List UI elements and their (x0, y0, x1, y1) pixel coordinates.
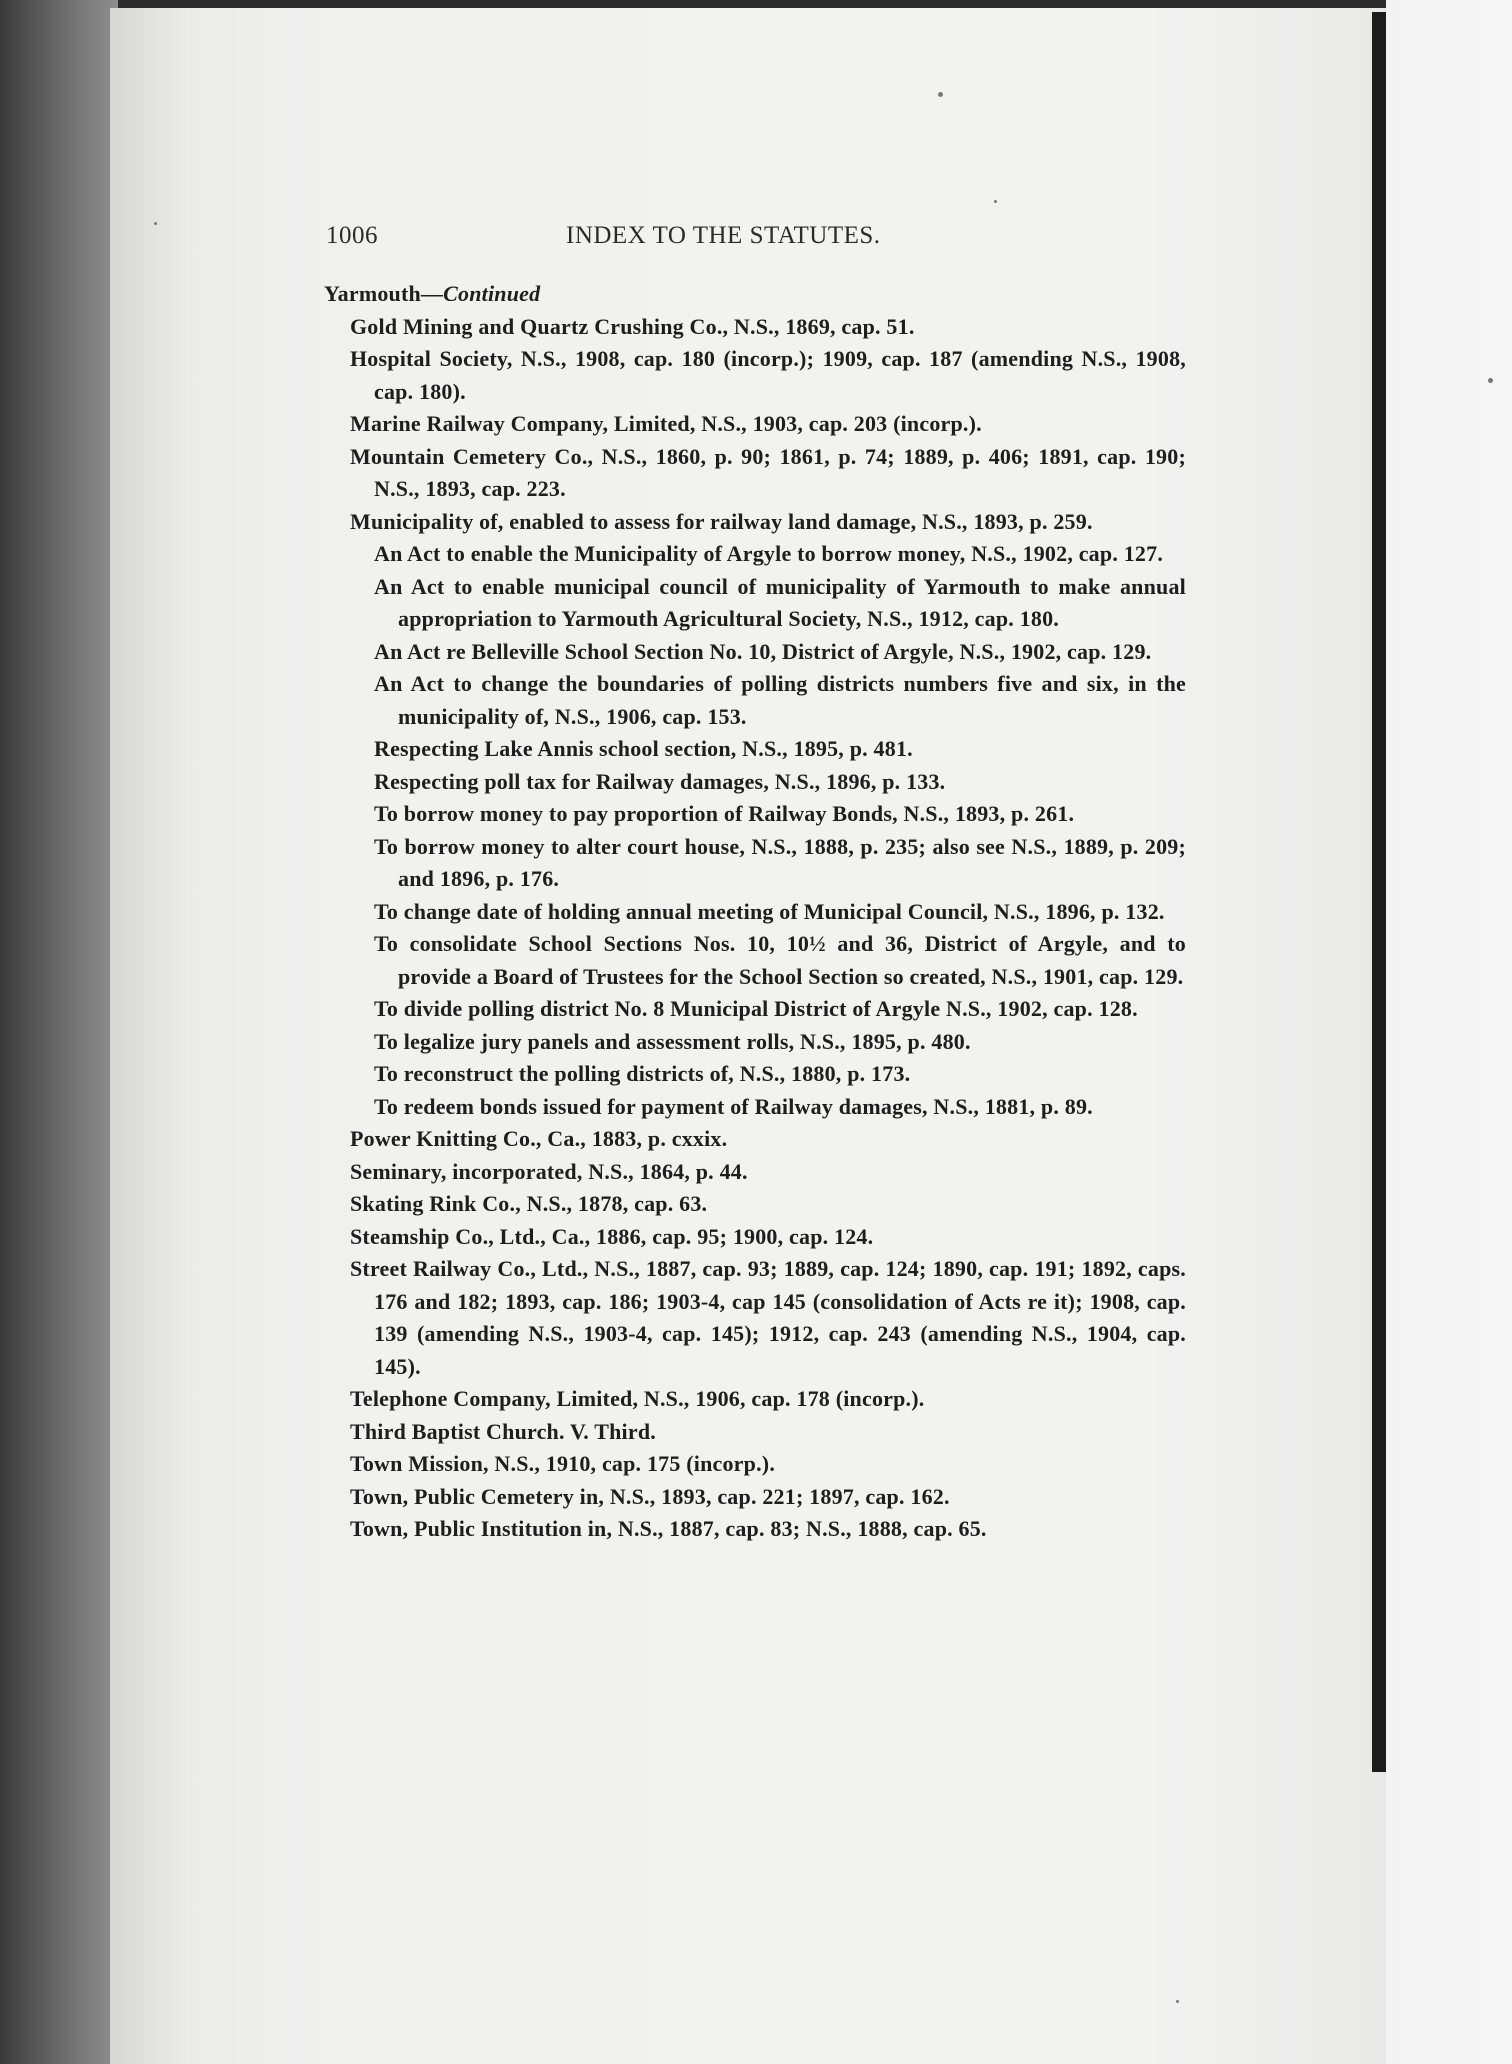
index-entries (324, 278, 1186, 1546)
index-subentry: To consolidate School Sections Nos. 10, 10½ and 36, District of Argyle, and to provide a Board of Trustees for the School Section so created, N.S., 1901, cap. 129. (374, 931, 1186, 989)
index-subentry: To legalize jury panels and assessment rolls, N.S., 1895, p. 480. (374, 1028, 971, 1054)
index-entry: Seminary, incorporated, N.S., 1864, p. 44. (350, 1158, 748, 1184)
index-subentry: To divide polling district No. 8 Municipal District of Argyle N.S., 1902, cap. 128. (374, 996, 1138, 1021)
page-edge-shadow (1372, 12, 1386, 1772)
index-subentry: To change date of holding annual meeting of Municipal Council, N.S., 1896, p. 132. (374, 898, 1165, 924)
index-entry: Town, Public Cemetery in, N.S., 1893, cap. 221; 1897, cap. 162. (350, 1483, 950, 1509)
index-entry: Marine Railway Company, Limited, N.S., 1903, cap. 203 (incorp.). (350, 411, 982, 436)
index-entry: Telephone Company, Limited, N.S., 1906, cap. 178 (incorp.). (350, 1386, 925, 1411)
index-entry: Power Knitting Co., Ca., 1883, p. cxxix. (350, 1126, 728, 1151)
index-subentry: To borrow money to pay proportion of Railway Bonds, N.S., 1893, p. 261. (374, 801, 1075, 826)
dust-speck (994, 200, 997, 203)
dust-speck (1176, 2000, 1179, 2003)
running-title: INDEX TO THE STATUTES. (566, 222, 881, 249)
index-entry: Hospital Society, N.S., 1908, cap. 180 (incorp.); 1909, cap. 187 (amending N.S., 1908, cap. 180). (350, 346, 1186, 404)
index-entry: Gold Mining and Quartz Crushing Co., N.S., 1869, cap. 51. (350, 313, 915, 339)
index-entry: Mountain Cemetery Co., N.S., 1860, p. 90; 1861, p. 74; 1889, p. 406; 1891, cap. 190; N.S., 1893, cap. 223. (350, 443, 1186, 501)
index-entry: Steamship Co., Ltd., Ca., 1886, cap. 95; 1900, cap. 124. (350, 1223, 874, 1249)
index-subentry: An Act re Belleville School Section No. 10, District of Argyle, N.S., 1902, cap. 129. (374, 638, 1152, 664)
index-entry: Third Baptist Church. V. Third. (350, 1418, 656, 1444)
index-entry: Street Railway Co., Ltd., N.S., 1887, cap. 93; 1889, cap. 124; 1890, cap. 191; 1892, caps. 176 and 182; 1893, cap. 186; 1903-4, cap 145 (consolidation of Acts re it); 1908, cap. 139 (amending N.S., 1903-4, cap. 145); 1912, cap. 243 (amending N.S., 1904, cap. 145). (350, 1256, 1186, 1379)
dust-speck (1488, 378, 1493, 383)
continued-label: Continued (443, 281, 541, 306)
headword: Yarmouth— (324, 281, 444, 306)
dust-speck (154, 222, 157, 225)
index-subentry: An Act to enable municipal council of municipality of Yarmouth to make annual appropriation to Yarmouth Agricultural Society, N.S., 1912, cap. 180. (374, 573, 1186, 631)
index-entry: Town Mission, N.S., 1910, cap. 175 (incorp.). (350, 1451, 776, 1476)
page-header (326, 222, 936, 252)
page-number: 1006 (326, 222, 378, 249)
index-subentry: To reconstruct the polling districts of, N.S., 1880, p. 173. (374, 1061, 911, 1086)
index-subentry: An Act to change the boundaries of polling districts numbers five and six, in the municipality of, N.S., 1906, cap. 153. (374, 671, 1186, 729)
index-subentry: To redeem bonds issued for payment of Railway damages, N.S., 1881, p. 89. (374, 1093, 1093, 1119)
index-subentry: Respecting poll tax for Railway damages, N.S., 1896, p. 133. (374, 768, 946, 794)
index-subentry: Respecting Lake Annis school section, N.S., 1895, p. 481. (374, 736, 913, 761)
index-subentry: An Act to enable the Municipality of Argyle to borrow money, N.S., 1902, cap. 127. (374, 541, 1164, 566)
index-entry: Municipality of, enabled to assess for railway land damage, N.S., 1893, p. 259. (350, 508, 1093, 534)
dust-speck (938, 92, 943, 97)
index-entry: Town, Public Institution in, N.S., 1887, cap. 83; N.S., 1888, cap. 65. (350, 1516, 987, 1541)
right-margin (1386, 0, 1512, 2064)
index-entry: Skating Rink Co., N.S., 1878, cap. 63. (350, 1191, 708, 1216)
index-subentry: To borrow money to alter court house, N.S., 1888, p. 235; also see N.S., 1889, p. 209; and 1896, p. 176. (374, 833, 1186, 891)
index-heading (324, 278, 1186, 311)
book-spine (0, 0, 118, 2064)
entry-list (324, 311, 1186, 1546)
